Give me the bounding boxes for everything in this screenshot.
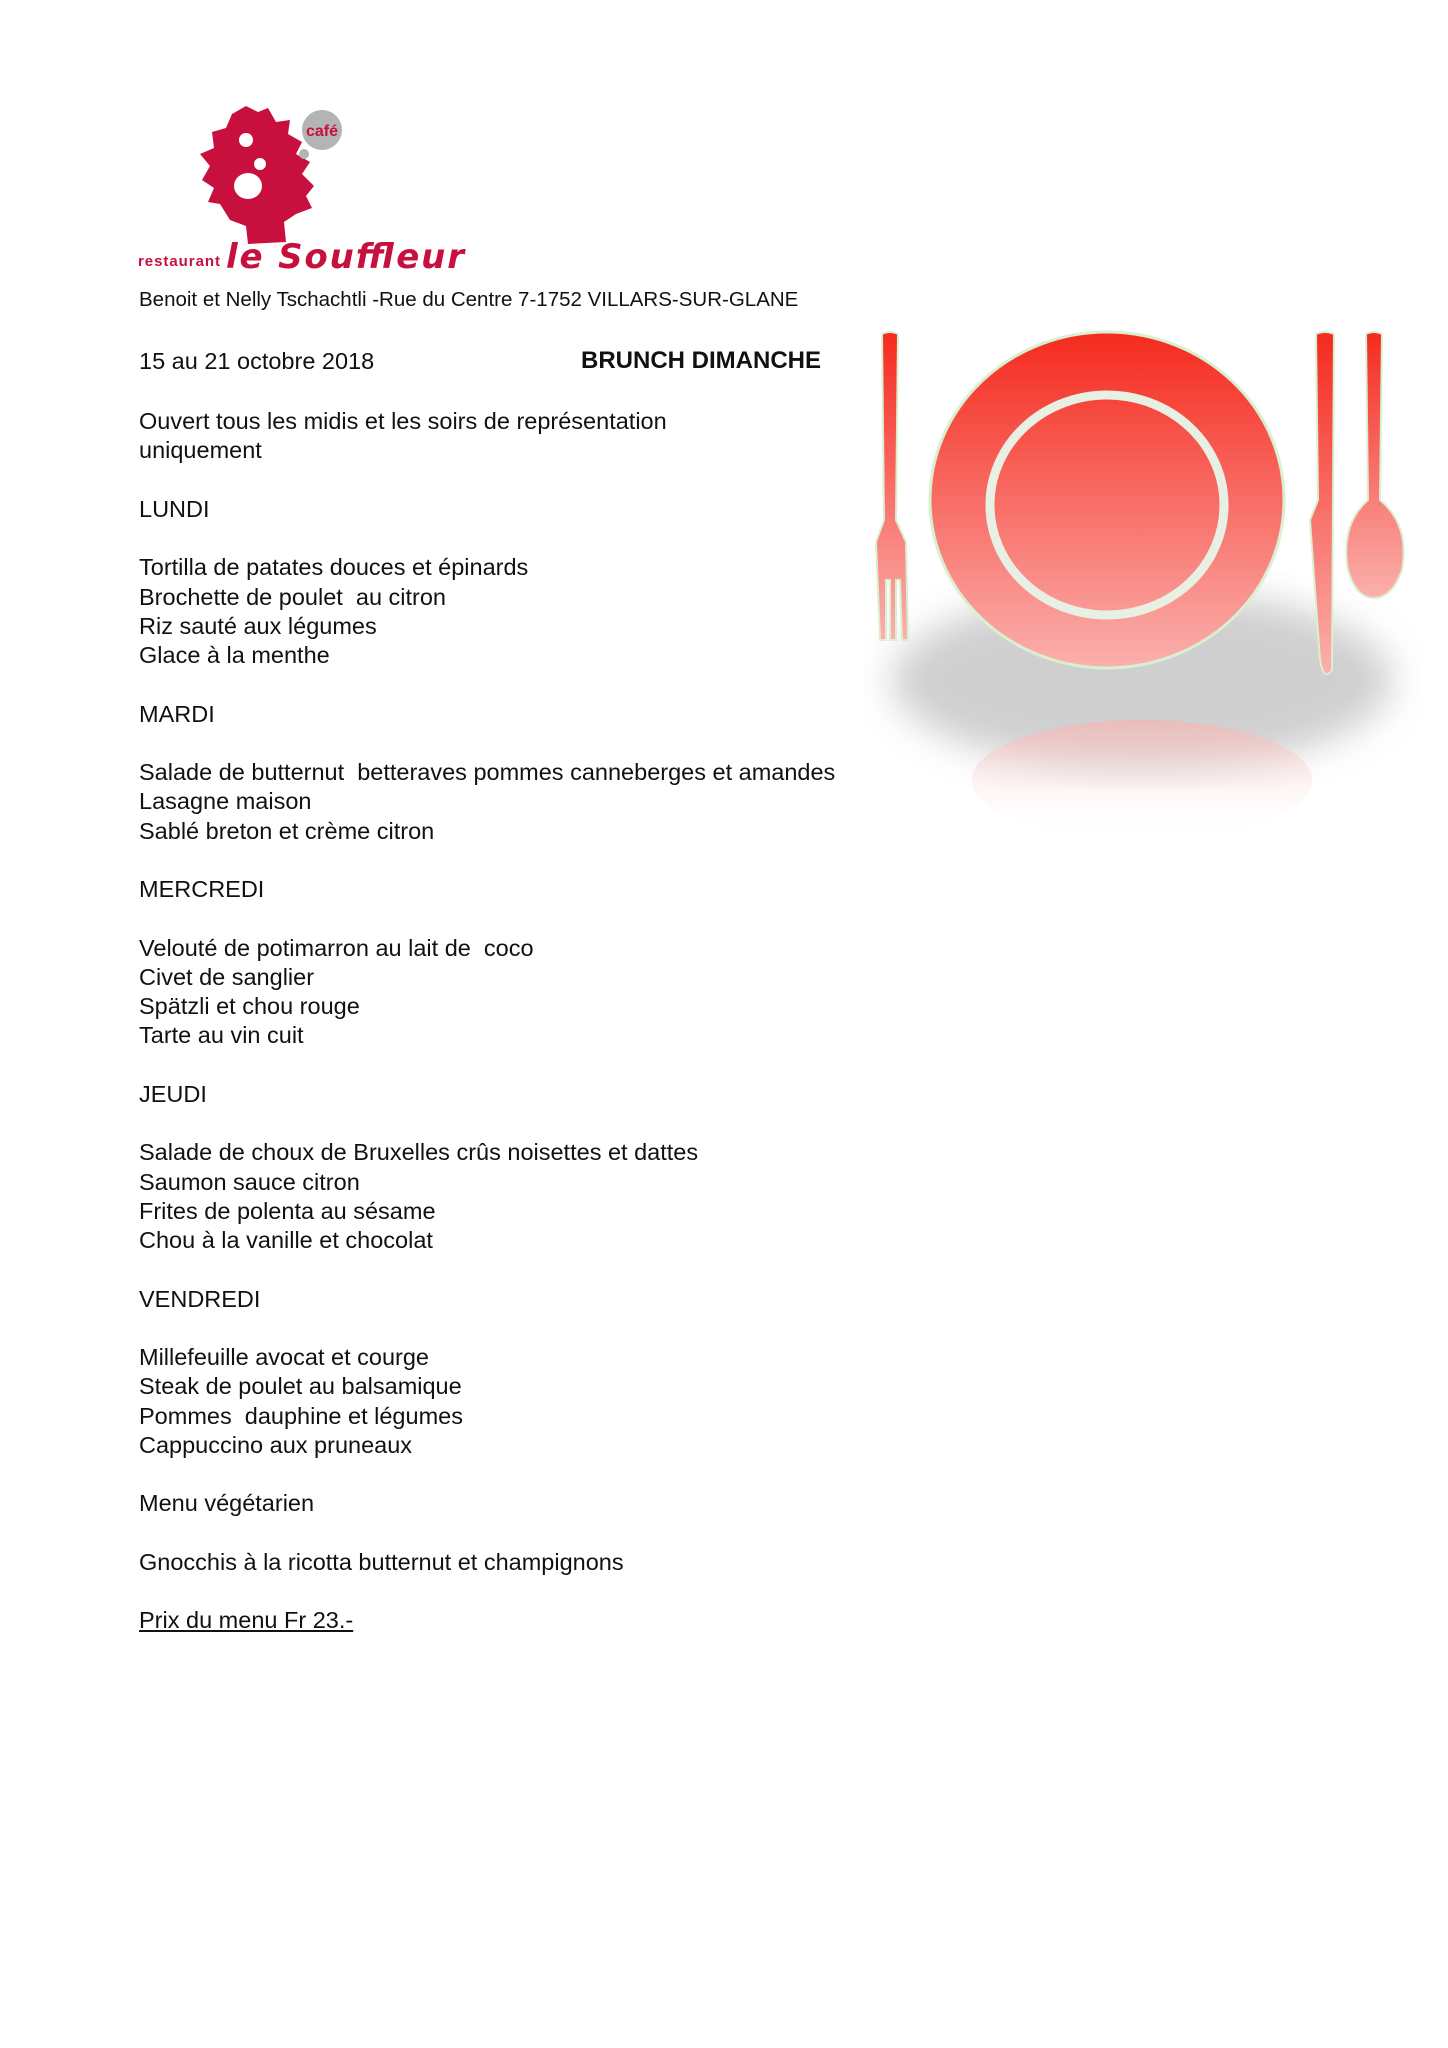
day-heading-mercredi: MERCREDI [139,876,265,902]
plate-icon [930,332,1284,668]
intro-line: Ouvert tous les midis et les soirs de représentation [139,408,667,434]
menu-item: Chou à la vanille et chocolat [139,1227,433,1253]
logo-brand-text: le Souffleur [226,237,464,276]
menu-item: Brochette de poulet au citron [139,583,447,610]
menu-item: Tortilla de patates douces et épinards [139,554,529,581]
menu-item: Tarte au vin cuit [139,1022,304,1049]
menu-item: Salade de choux de Bruxelles crûs noisettes et dattes [139,1139,699,1166]
menu-item: Frites de polenta au sésame [139,1197,436,1224]
menu-item: Sablé breton et crème citron [139,817,435,844]
intro-line: uniquement [139,437,262,464]
logo-small-text: restaurant [138,253,220,270]
date-range: 15 au 21 octobre 2018 [139,348,375,374]
head-silhouette-icon [200,106,314,244]
menu-item: Lasagne maison [139,788,312,815]
day-heading-vendredi: VENDREDI [139,1285,261,1312]
address: Benoit et Nelly Tschachtli -Rue du Centre 7-1752 VILLARS-SUR-GLANE [139,288,799,311]
day-heading-mardi: MARDI [139,700,215,727]
menu-item: Riz sauté aux légumes [139,612,377,639]
brunch-heading: BRUNCH DIMANCHE [581,347,821,374]
menu-item: Pommes dauphine et légumes [139,1402,463,1429]
restaurant-logo [136,104,476,276]
menu-item: Glace à la menthe [139,642,330,668]
day-heading-jeudi: JEUDI [139,1080,207,1107]
menu-item: Steak de poulet au balsamique [139,1373,462,1400]
menu-item: Salade de butternut betteraves pommes canneberges et amandes [139,759,836,785]
day-heading-lundi: LUNDI [139,495,210,522]
menu-item: Civet de sanglier [139,963,315,990]
menu-item: Saumon sauce citron [139,1168,360,1195]
menu-item: Millefeuille avocat et courge [139,1344,429,1370]
menu-price: Prix du menu Fr 23.- [139,1607,354,1634]
spoon-icon [1346,332,1403,598]
vegetarian-item: Gnocchis à la ricotta butternut et champignons [139,1548,624,1575]
plate-cutlery-illustration [862,320,1422,830]
menu-item: Velouté de potimarron au lait de coco [139,934,534,961]
menu-body [139,407,899,1636]
menu-item: Spätzli et chou rouge [139,993,360,1019]
vegetarian-heading: Menu végétarien [139,1490,315,1517]
menu-item: Cappuccino aux pruneaux [139,1431,413,1458]
logo-bubble-text: café [305,123,339,140]
